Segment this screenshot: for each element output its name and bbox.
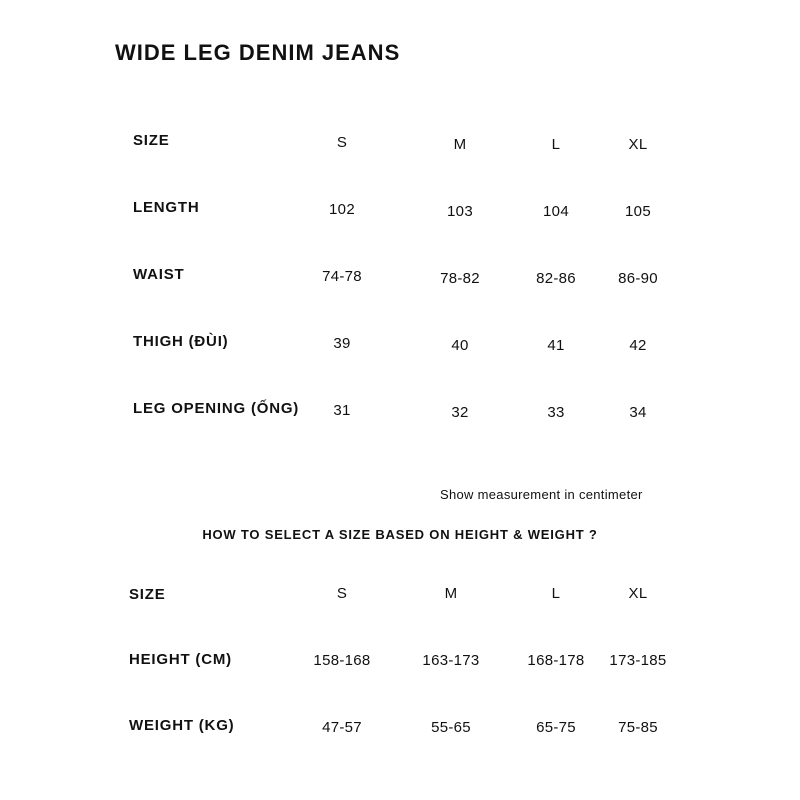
cell-waist-xl: 86-90 [618, 270, 658, 287]
cell-length-s: 102 [329, 201, 355, 218]
cell-length-xl: 105 [625, 203, 651, 220]
guide-cell-size-xl: XL [628, 585, 648, 602]
cell-leg-opening-xl: 34 [629, 404, 647, 421]
guide-cell-height-l: 168-178 [527, 652, 585, 669]
row-label-length: LENGTH [133, 199, 200, 216]
guide-cell-height-s: 158-168 [313, 652, 371, 669]
cell-thigh-s: 39 [333, 335, 351, 352]
guide-cell-size-l: L [551, 585, 561, 602]
cell-waist-s: 74-78 [322, 268, 362, 285]
cell-size-m: M [453, 136, 467, 153]
guide-cell-weight-m: 55-65 [431, 719, 471, 736]
cell-length-m: 103 [447, 203, 473, 220]
guide-row-label-height: HEIGHT (CM) [129, 651, 232, 668]
cell-size-xl: XL [628, 136, 648, 153]
cell-thigh-l: 41 [547, 337, 565, 354]
row-label-thigh: THIGH (ĐÙI) [133, 333, 229, 350]
cell-size-l: L [551, 136, 561, 153]
guide-cell-weight-xl: 75-85 [618, 719, 658, 736]
cell-thigh-xl: 42 [629, 337, 647, 354]
guide-cell-size-m: M [444, 585, 458, 602]
cell-leg-opening-l: 33 [547, 404, 565, 421]
page-title: WIDE LEG DENIM JEANS [115, 40, 401, 65]
cell-waist-m: 78-82 [440, 270, 480, 287]
cell-waist-l: 82-86 [536, 270, 576, 287]
guide-row-label-size: SIZE [129, 586, 166, 603]
cell-leg-opening-s: 31 [333, 402, 351, 419]
guide-cell-height-m: 163-173 [422, 652, 480, 669]
guide-cell-weight-l: 65-75 [536, 719, 576, 736]
guide-cell-weight-s: 47-57 [322, 719, 362, 736]
row-label-leg-opening: LEG OPENING (ỐNG) [133, 400, 300, 417]
row-label-waist: WAIST [133, 266, 185, 283]
cell-thigh-m: 40 [451, 337, 469, 354]
cell-size-s: S [336, 134, 348, 151]
cell-leg-opening-m: 32 [451, 404, 469, 421]
cell-length-l: 104 [543, 203, 569, 220]
guide-cell-height-xl: 173-185 [609, 652, 667, 669]
measurement-unit-note: Show measurement in centimeter [440, 487, 643, 502]
size-guide-heading: HOW TO SELECT A SIZE BASED ON HEIGHT & WEIGHT ? [202, 527, 598, 542]
guide-cell-size-s: S [336, 585, 348, 602]
guide-row-label-weight: WEIGHT (KG) [129, 717, 235, 734]
row-label-size: SIZE [133, 132, 170, 149]
